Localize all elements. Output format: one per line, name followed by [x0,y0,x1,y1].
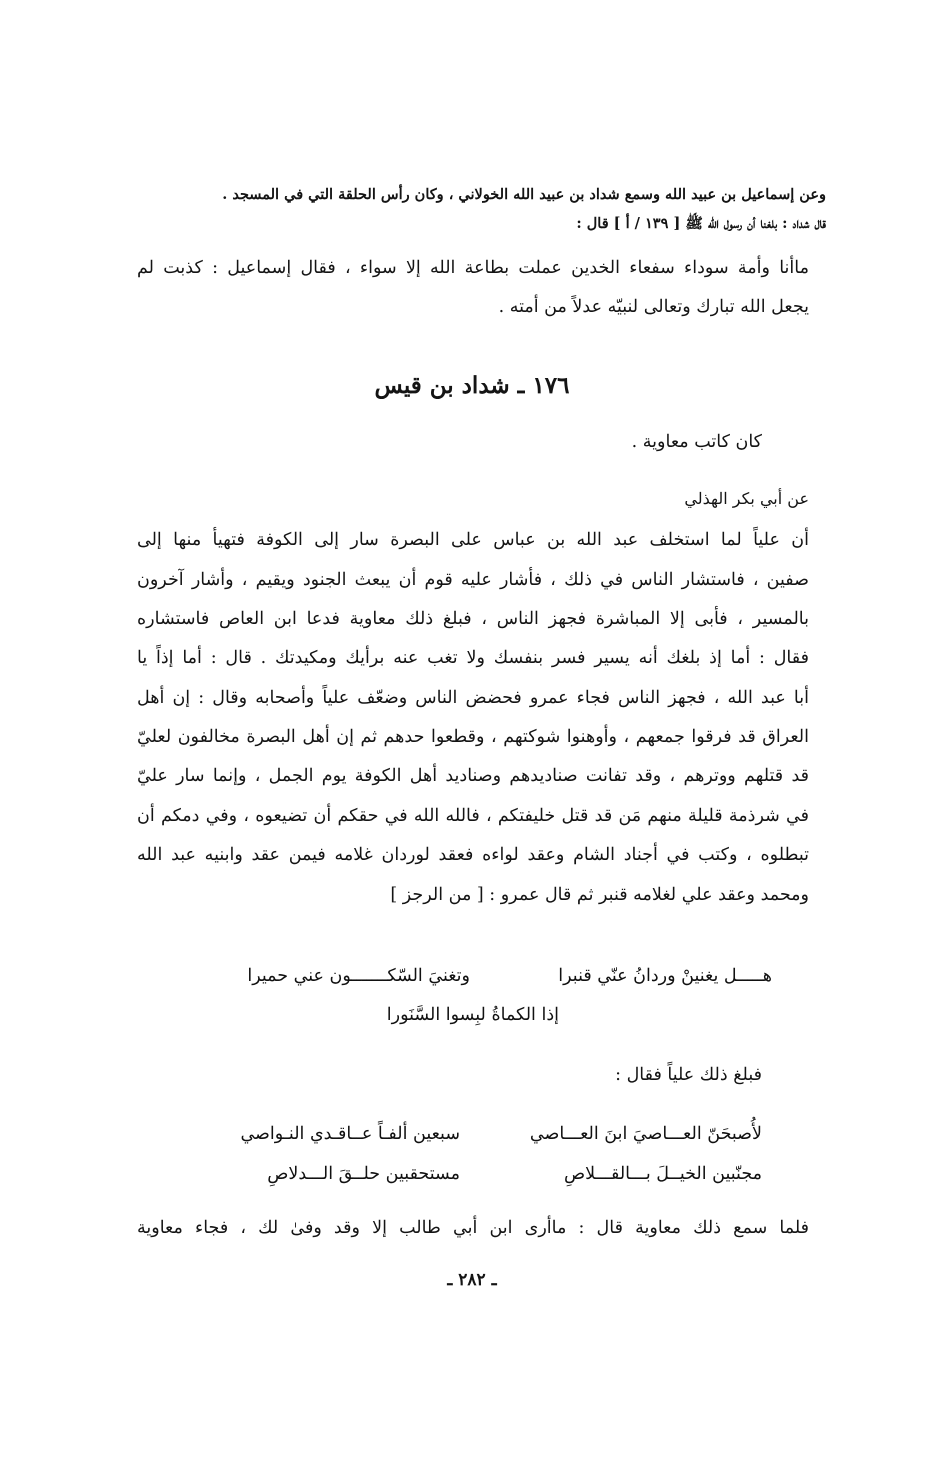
narrative-line-3: بالمسير ، فأبى إلا المباشرة فجهز الناس ، فبلغ ذلك معاوية فدعا ابن العاص فاستشاره [137,609,809,629]
page-number: ـ ٢٨٢ ـ [447,1270,497,1290]
narrative-line-5: أبا عبد الله ، فجهز الناس فجاء عمرو فحضض الناس وضعّف علياً وأصحابه وقال : إن أهل [137,688,809,708]
narrative-line-4: فقال : أما إذ بلغك أنه يسير فسر بنفسك ولا تغب عنه برأيك ومكيدتك . قال : أما إذاً يا [137,648,809,668]
narrative-line-6: العراق قد فرقوا جمعهم ، وأوهنوا شوكتهم ، وقطعوا حدهم ثم إن أهل البصرة مخالفون لعليّ [137,727,809,747]
poem2-row1-left: سبعين ألفـاً عــاقـدي النـواصي [240,1124,460,1144]
poem2-row2-right: مجنّبين الخيــلَ بـــالقـــلاصِ [564,1164,762,1184]
transition-line: فبلغ ذلك علياً فقال : [615,1065,762,1085]
header-note-1: وعن إسماعيل بن عبيد الله وسمع شداد بن عبيد الله الخولاني ، وكان رأس الحلقة التي في المسجد . [222,186,826,203]
poem1-hemistich-right: هـــــل يغنينْ وردانُ عنّي قنبرا [558,966,772,986]
narrative-line-9: تبطلوه ، وكتب في أجناد الشام وعقد لواءه فعقد لوردان غلامه فيمن عقد وابنيه عبد الله [137,845,809,865]
narrative-line-8: في شرذمة قليلة منهم مَن قد قتل خليفتكم ، فالله الله في حقكم أن تضيعوه ، وفي دمكم أن [137,806,809,826]
intro-line-1: ماأنا وأمة سوداء سفعاء الخدين عملت بطاعة الله إلا سواء ، فقال إسماعيل : كذبت لم [137,258,809,278]
poem2-row1-right: لأُصبحَنّ العـــاصيَ ابنَ العـــاصي [529,1124,762,1144]
bio-line: كان كاتب معاوية . [631,432,762,452]
closing-line: فلما سمع ذلك معاوية قال : ماأرى ابن أبي طالب إلا وقد وفىٰ لك ، فجاء معاوية [137,1218,809,1238]
intro-line-2: يجعل الله تبارك وتعالى لنبيّه عدلاً من أمته . [498,297,809,317]
section-title: ١٧٦ ـ شداد بن قيس [374,372,570,399]
narrative-line-7: قد قتلهم ووترهم ، وقد تفانت صناديدهم وصناديد أهل الكوفة يوم الجمل ، وإنما سار عليّ [137,766,809,786]
poem2-row2-left: مستحقبين حلــقَ الـــدلاصِ [267,1164,460,1184]
narrative-line-2: صفين ، فاستشار الناس في ذلك ، فأشار عليه قوم أن يبعث الجنود ويقيم ، وأشار آخرون [137,570,809,590]
poem1-line-2: إذا الكماةُ لبِسوا السَّنَورا [386,1005,559,1025]
header-note-2: قال شداد : بلغنا أن رسول الله ﷺ [ ١٣٩ / أ ] قال : [576,215,826,232]
narrative-line-10: ومحمد وعقد علي لغلامه قنبر ثم قال عمرو : [ من الرجز ] [390,885,809,905]
narrative-line-1: أن علياً لما استخلف عبد الله بن عباس على البصرة سار إلى الكوفة فتهيأ منها إلى [137,530,809,550]
source-line: عن أبي بكر الهذلي [684,489,809,508]
poem1-hemistich-left: وتغنيَ السّكـــــــون عني حميرا [247,966,470,986]
